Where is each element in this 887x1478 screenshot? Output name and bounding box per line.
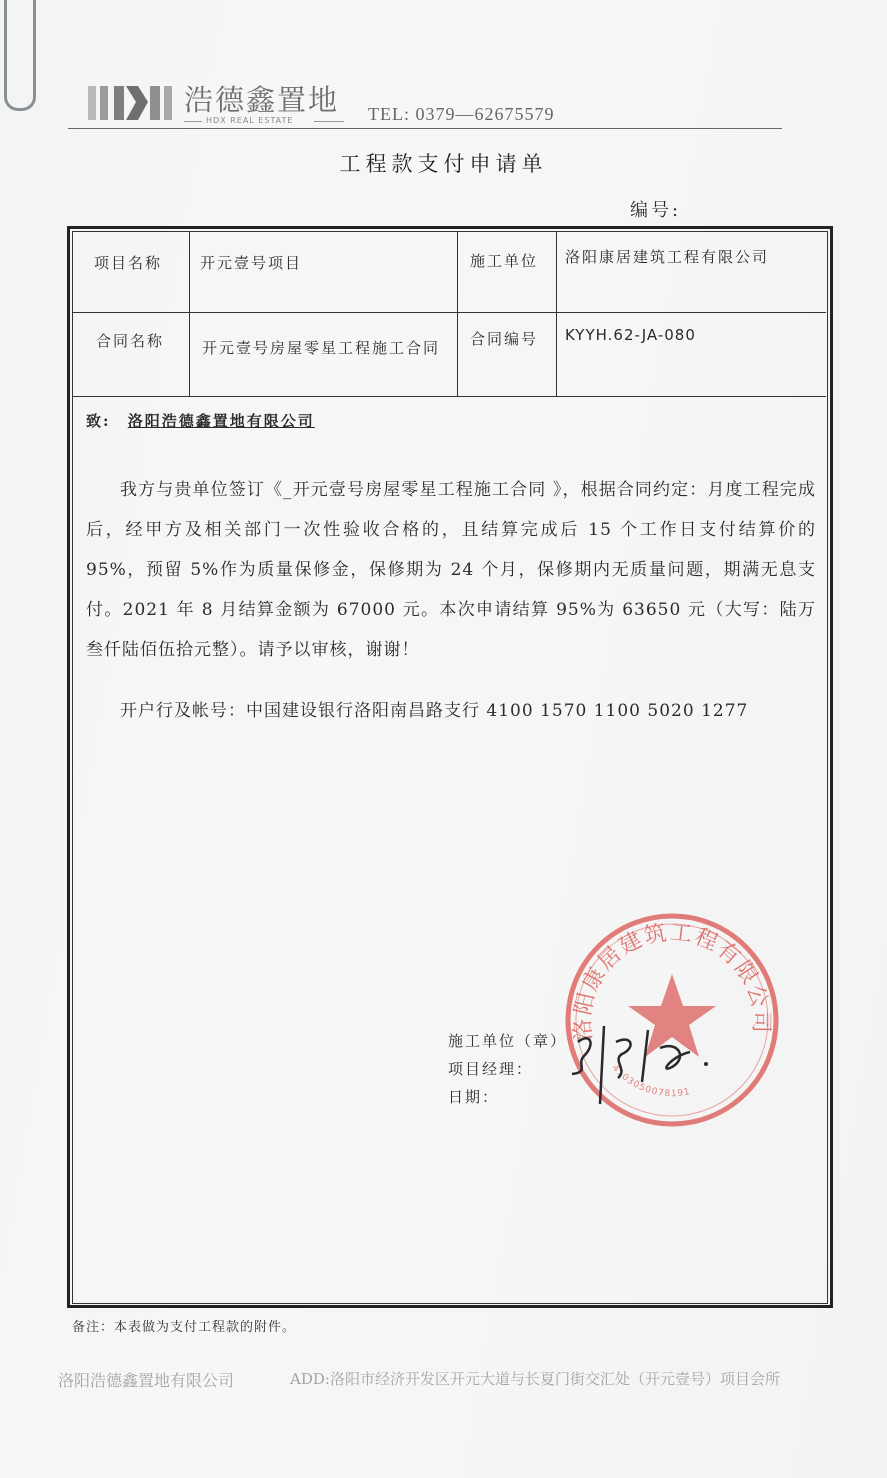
project-name-label: 项目名称	[94, 254, 163, 272]
contract-name-value: 开元壹号房屋零星工程施工合同	[202, 339, 441, 357]
paper-clip	[4, 0, 36, 111]
table-col-divider	[189, 231, 190, 396]
company-logo-sub: HDX REAL ESTATE	[206, 116, 294, 125]
header-tel: TEL: 0379—62675579	[368, 104, 555, 124]
contract-no-label: 合同编号	[470, 330, 539, 348]
table-col-divider	[457, 231, 458, 396]
contractor-value: 洛阳康居建筑工程有限公司	[565, 248, 770, 266]
project-manager-label: 项目经理：	[448, 1060, 534, 1078]
header-divider	[68, 128, 782, 129]
remarks-note: 备注：本表做为支付工程款的附件。	[72, 1320, 297, 1335]
addressee-value: 洛阳浩德鑫置地有限公司	[127, 412, 315, 430]
addressee-label: 致:	[86, 412, 111, 430]
document-title: 工程款支付申请单	[339, 152, 548, 176]
seal-number: 4103050078191	[609, 1063, 692, 1100]
table-col-divider	[556, 231, 557, 396]
project-name-value: 开元壹号项目	[200, 254, 303, 272]
contract-no-value: KYYH.62-JA-080	[565, 326, 696, 344]
contractor-seal-label: 施工单位（章）	[448, 1032, 568, 1050]
handwritten-signature	[560, 1012, 730, 1107]
contract-name-label: 合同名称	[96, 332, 165, 350]
serial-number-label: 编号:	[630, 200, 682, 221]
company-logo-mark-icon	[88, 82, 174, 122]
logo-sub-rule-right	[314, 121, 344, 122]
footer-company: 洛阳浩德鑫置地有限公司	[58, 1371, 235, 1390]
form-inner-border	[72, 231, 828, 1304]
table-bottom-border	[72, 396, 826, 397]
date-label: 日期：	[448, 1088, 500, 1106]
addressee-line	[86, 410, 315, 431]
seal-text: 洛阳康居建筑工程有限公司	[570, 920, 774, 1042]
company-logo-name: 浩德鑫置地	[184, 83, 340, 117]
bank-account-line: 开户行及帐号：中国建设银行洛阳南昌路支行 4100 1570 1100 5020 1277	[120, 701, 749, 721]
footer-address: ADD:洛阳市经济开发区开元大道与长夏门街交汇处（开元壹号）项目会所	[290, 1370, 780, 1388]
request-paragraph: 我方与贵单位签订《_开元壹号房屋零星工程施工合同 》，根据合同约定：月度工程完成后，经甲方及相关部门一次性验收合格的，且结算完成后 15 个工作日支付结算价的 95%，预留 5%作为质量保修金，保修期为 24 个月，保修期内无质量问题，期满无息支付。2021 年 8 月结算金额为 67000 元。本次申请结算 95%为 63650 元（大写：陆万叁仟陆佰伍拾元整）。请予以审核，谢谢！	[86, 480, 816, 660]
table-row-divider	[72, 312, 826, 313]
logo-sub-rule-left	[184, 121, 202, 122]
contractor-label: 施工单位	[470, 252, 539, 270]
